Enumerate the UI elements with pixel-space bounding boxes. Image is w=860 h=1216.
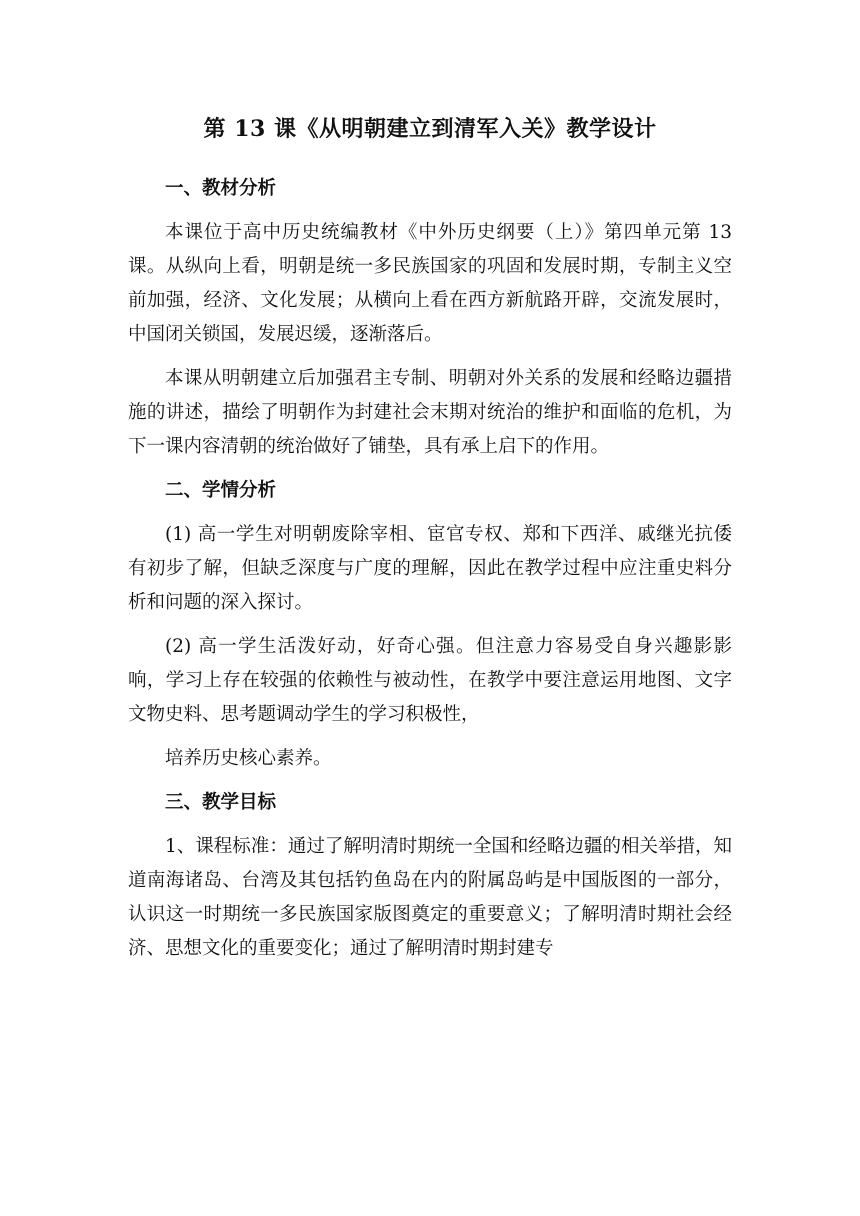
paragraph-textbook-position: 本课位于高中历史统编教材《中外历史纲要（上）》第四单元第 13 课。从纵向上看，明朝是统一多民族国家的巩固和发展时期，专制主义空前加强，经济、文化发展；从横向上看在西方新航路开辟，交流发展时，中国闭关锁国，发展迟缓，逐渐落后。 [128,222,732,345]
section-heading-teaching-goals: 三、教学目标 [165,792,277,813]
document-body [128,172,732,976]
paragraph-student-traits: (2) 高一学生活泼好动，好奇心强。但注意力容易受自身兴趣影影响，学习上存在较强的依赖性与被动性，在教学中要注意运用地图、文字文物史料、思考题调动学生的学习积极性， [128,636,732,725]
document-title: 第 13 课《从明朝建立到清军入关》教学设计 [203,116,657,142]
section-heading-student-analysis: 二、学情分析 [165,480,277,501]
section-heading-textbook-analysis: 一、教材分析 [165,178,277,199]
paragraph-student-knowledge: (1) 高一学生对明朝废除宰相、宦官专权、郑和下西洋、戚继光抗倭有初步了解，但缺乏深度与广度的理解，因此在教学过程中应注重史料分析和问题的深入探讨。 [128,524,732,613]
paragraph-curriculum-standard: 1、课程标准：通过了解明清时期统一全国和经略边疆的相关举措，知道南海诸岛、台湾及其包括钓鱼岛在内的附属岛屿是中国版图的一部分，认识这一时期统一多民族国家版图奠定的重要意义；了解明清时期社会经济、思想文化的重要变化；通过了解明清时期封建专 [128,836,732,959]
paragraph-textbook-content: 本课从明朝建立后加强君主专制、明朝对外关系的发展和经略边疆措施的讲述，描绘了明朝作为封建社会末期对统治的维护和面临的危机，为下一课内容清朝的统治做好了铺垫，具有承上启下的作用。 [128,368,732,457]
paragraph-core-literacy: 培养历史核心素养。 [165,748,332,769]
